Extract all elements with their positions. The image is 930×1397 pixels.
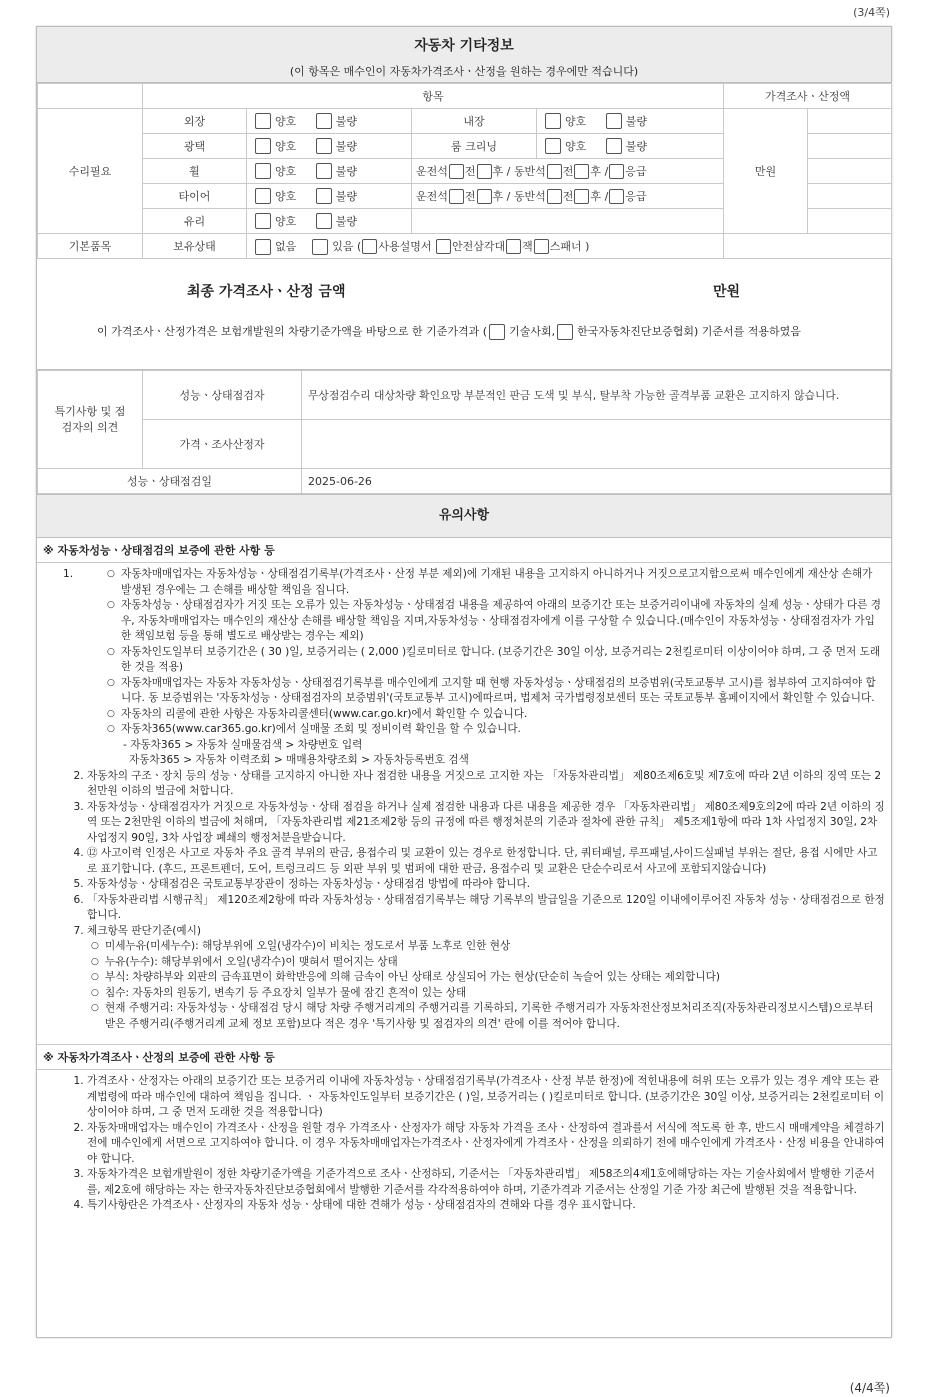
possession-label: 보유상태	[143, 234, 247, 259]
list-item: ○ 자동차매매업자는 자동차 자동차성능ㆍ상태점검기록부를 매수인에게 고지할 때 현행 자동차성능ㆍ상태점검의 보증범위(국토교통부 고시)를 첨부하여 고지하여야 합니다. 동 보증범위는 '자동차성능ㆍ상태점검자의 보증범위'(국토교통부 고시)에따르며, 법제처 국가법령정보센터 또는 국토교통부 홈페이지에서 확인할 수 있습니다.	[121, 676, 885, 707]
inspect-date-value: 2025-06-26	[302, 469, 891, 494]
form-title: 자동차 기타정보	[414, 38, 514, 54]
final-price-section	[37, 259, 891, 370]
title-header	[37, 27, 891, 83]
repair-item-label: 타이어	[143, 184, 247, 209]
checkbox-bad[interactable]	[606, 138, 622, 154]
repair-row-glass: 유리 양호 불량	[38, 209, 892, 234]
checkbox-jack[interactable]	[506, 239, 521, 254]
special-label: 특기사항 및 점검자의 의견	[38, 371, 143, 469]
header-row	[38, 84, 892, 109]
checkbox-bad[interactable]	[316, 163, 332, 179]
checkbox-tech-society[interactable]	[489, 324, 505, 340]
list-item: ○ 자동차365(www.car365.go.kr)에서 실매물 조회 및 정비이력 확인을 할 수 있습니다.	[121, 722, 885, 738]
checkbox-good[interactable]	[255, 213, 271, 229]
repair-row-polish: 광택 양호 불량 룸 크리닝 양호 불량	[38, 134, 892, 159]
repair-item-label: 광택	[143, 134, 247, 159]
price-inspector-opinion[interactable]	[302, 420, 891, 469]
path-line: 자동차365 > 자동차 이력조회 > 매매용차량조회 > 자동차등록번호 검색	[129, 754, 469, 766]
checkbox-bad[interactable]	[316, 213, 332, 229]
price-cell[interactable]	[808, 109, 892, 134]
checkbox-good[interactable]	[545, 113, 561, 129]
section1-body	[37, 563, 891, 1032]
list-item: ○ 침수: 자동차의 원동기, 변속기 등 주요장치 일부가 물에 잠긴 흔적이 있는 상태	[105, 986, 885, 1002]
list-item: 6. 「자동차관리법 시행규칙」 제120조제2항에 따라 자동차성능ㆍ상태점검기록부는 해당 기록부의 발급일을 기준으로 120일 이내에이루어진 자동차 성능ㆍ상태점검으로 한정합니다.	[87, 893, 885, 924]
checkbox-good[interactable]	[255, 113, 271, 129]
list-item: 4. ⑫ 사고이력 인정은 사고로 자동차 주요 골격 부위의 판금, 용접수리 및 교환이 있는 경우로 한정합니다. 단, 쿼터패널, 루프패널,사이드실패널 부위는 절단, 용접 시에만 사고로 표기합니다. (후드, 프론트펜더, 도어, 트렁크리드 등 외판 부위 및 범퍼에 대한 판금, 용접수리 및 교환은 단순수리로서 사고에 포함되지않습니다)	[87, 846, 885, 877]
list-item: ○ 부식: 차량하부와 외판의 금속표면이 화학반응에 의해 금속이 아닌 상태로 상실되어 가는 현상(단순히 녹슬어 있는 상태는 제외합니다)	[105, 970, 885, 986]
repair-row-wheel: 휠 양호 불량 운전석 전 후 / 동반석 전 후 / 응급	[38, 159, 892, 184]
price-inspector-label: 가격ㆍ조사산정자	[143, 420, 302, 469]
perf-inspector-opinion: 무상점검수리 대상차량 확인요망 부분적인 판금 도색 및 부식, 탈부착 가능한 골격부품 교환은 고지하지 않습니다.	[302, 371, 891, 420]
checkbox-spanner[interactable]	[534, 239, 549, 254]
list-item: ○ 자동차성능ㆍ상태점검자가 거짓 또는 오류가 있는 자동차성능ㆍ상태점검 내용을 제공하여 아래의 보증기간 또는 보증거리이내에 자동차의 실제 성능ㆍ상태가 다른 경우, 자동차매매업자는 매수인의 재산상 손해를 배상할 책임을 지며,자동차성능ㆍ상태점검자에게 이를 구상할 수 있습니다.(매수인이 자동차성능ㆍ상태점검자가 가입한 책임보험 등을 통해 별도로 배상받는 경우는 제외)	[121, 598, 885, 645]
list-item: 7. 체크항목 판단기준(예시) ○ 미세누유(미세누수): 해당부위에 오일(냉각수)이 비치는 정도로서 부품 노후로 인한 현상 ○ 누유(누수): 해당부위에서 오일(냉각수)이 맺혀서 떨어지는 상태 ○ 부식: 차량하부와 외판의 금속표면이 화학반응에 의해 금속이 아닌 상태로 상실되어 가는 현상(단순히 녹슬어 있는 상태는 제외합니다) ○ 침수: 자동차의 원동기, 변속기 등 주요장치 일부가 물에 잠긴 흔적이 있는 상태 ○ 현재 주행거리: 자동차성능ㆍ상태점검 당시 해당 차량 주행거리계의 주행거리를 기록하되, 기록한 주행거리가 자동차전산정보처리조직(자동차관리정보시스템)으로부터 받은 주행거리(주행거리계 교체 정보 포함)보다 적은 경우 '특기사항 및 점검자의 의견' 란에 이를 적어야 합니다.	[87, 924, 885, 1033]
price-cell[interactable]	[808, 184, 892, 209]
criteria-list	[87, 939, 885, 1032]
repair-label: 수리필요	[38, 109, 143, 234]
form-sheet	[36, 26, 892, 1338]
list-item: ○ 미세누유(미세누수): 해당부위에 오일(냉각수)이 비치는 정도로서 부품 노후로 인한 현상	[105, 939, 885, 955]
section1-title: ※ 자동차성능ㆍ상태점검의 보증에 관한 사항 등	[37, 538, 891, 563]
checkbox-good[interactable]	[255, 188, 271, 204]
section1-list	[63, 769, 885, 1033]
list-item: 3. 자동차가격은 보험개발원이 정한 차량기준가액을 기준가격으로 조사ㆍ산정하되, 기준서는 「자동차관리법」 제58조의4제1호에해당하는 자는 기술사회에서 발행한 기준서를, 제2호에 해당하는 자는 한국자동차진단보증협회에서 발행한 기준서를 각각적용하여야 하며, 기준가격과 기준서는 산정일 기준 가장 최근에 발행된 것을 적용합니다.	[87, 1167, 885, 1198]
checkbox-triangle[interactable]	[436, 239, 451, 254]
checkbox-driver-front[interactable]	[449, 189, 464, 204]
checkbox-passenger-rear[interactable]	[574, 164, 589, 179]
section2-body	[37, 1070, 891, 1214]
repair-item-label: 내장	[412, 109, 537, 134]
notice-header: 유의사항	[37, 494, 891, 538]
checkbox-passenger-front[interactable]	[547, 189, 562, 204]
checkbox-bad[interactable]	[316, 113, 332, 129]
item-header: 항목	[143, 84, 724, 109]
other-info-table	[37, 83, 892, 259]
checkbox-good[interactable]	[255, 163, 271, 179]
list-item: ○ 현재 주행거리: 자동차성능ㆍ상태점검 당시 해당 차량 주행거리계의 주행거리를 기록하되, 기록한 주행거리가 자동차전산정보처리조직(자동차관리정보시스템)으로부터 받은 주행거리(주행거리계 교체 정보 포함)보다 적은 경우 '특기사항 및 점검자의 의견' 란에 이를 적어야 합니다.	[105, 1001, 885, 1032]
path-line: - 자동차365 > 자동차 실매물검색 > 차량번호 입력	[123, 738, 363, 751]
checkbox-good[interactable]	[545, 138, 561, 154]
repair-item-label: 룸 크리닝	[412, 134, 537, 159]
price-basis-text: 이 가격조사ㆍ산정가격은 보험개발원의 차량기준가액을 바탕으로 한 기준가격과 ( 기술사회, 한국자동차진단보증협회) 기준서를 적용하였음	[97, 325, 801, 338]
seat-belt-row: 운전석 전 후 / 동반석 전 후 / 응급	[412, 184, 724, 209]
checkbox-passenger-front[interactable]	[547, 164, 562, 179]
inspect-date-label: 성능ㆍ상태점검일	[38, 469, 302, 494]
price-header: 가격조사ㆍ산정액	[724, 84, 892, 109]
final-price-unit: 만원	[713, 284, 741, 300]
list-item: ○ 자동차인도일부터 보증기간은 ( 30 )일, 보증거리는 ( 2,000 )킬로미터로 합니다. (보증기간은 30일 이상, 보증거리는 2천킬로미터 이상이어야 하며, 그 중 먼저 도래한 것을 적용)	[121, 645, 885, 676]
checkbox-bad[interactable]	[316, 188, 332, 204]
checkbox-driver-rear[interactable]	[477, 189, 492, 204]
checkbox-manual[interactable]	[362, 239, 377, 254]
list-item: 2. 자동차매매업자는 매수인이 가격조사ㆍ산정을 원할 경우 가격조사ㆍ산정자가 해당 자동차 가격을 조사ㆍ산정하여 결과를서 서식에 적도록 한 후, 반드시 매매계약을 체결하기 전에 매수인에게 서면으로 고지하여야 합니다. 이 경우 자동차매매업자는가격조사ㆍ산정자에게 가격조사ㆍ산정을 의뢰하기 전에 매수인에게 가격조사ㆍ산정 비용을 안내하여야 합니다.	[87, 1121, 885, 1168]
perf-inspector-label: 성능ㆍ상태점검자	[143, 371, 302, 420]
checkbox-good[interactable]	[255, 138, 271, 154]
price-unit: 만원	[724, 109, 808, 234]
section2-title: ※ 자동차가격조사ㆍ산정의 보증에 관한 사항 등	[37, 1044, 891, 1070]
list-item: 5. 자동차성능ㆍ상태점검은 국토교통부장관이 정하는 자동차성능ㆍ상태점검 방법에 따라야 합니다.	[87, 877, 885, 893]
checkbox-driver-front[interactable]	[449, 164, 464, 179]
basic-items-row: 기본품목 보유상태 없음 있음 ( 사용설명서 안전삼각대 잭 스패너 )	[38, 234, 892, 259]
page-number-bottom: (4/4쪽)	[849, 1381, 890, 1395]
checkbox-diagnosis-assoc[interactable]	[557, 324, 573, 340]
checkbox-driver-rear[interactable]	[477, 164, 492, 179]
repair-item-label: 유리	[143, 209, 247, 234]
checkbox-emergency[interactable]	[609, 164, 624, 179]
checkbox-passenger-rear[interactable]	[574, 189, 589, 204]
final-price-label: 최종 가격조사ㆍ산정 금액	[187, 284, 346, 300]
price-cell[interactable]	[808, 209, 892, 234]
checkbox-emergency[interactable]	[609, 189, 624, 204]
list-item: 4. 특기사항란은 가격조사ㆍ산정자의 자동차 성능ㆍ상태에 대한 견해가 성능ㆍ상태점검자의 견해와 다를 경우 표시합니다.	[87, 1198, 885, 1214]
checkbox-present[interactable]	[312, 239, 328, 255]
page-number-top: (3/4쪽)	[853, 6, 890, 19]
checkbox-bad[interactable]	[606, 113, 622, 129]
price-cell[interactable]	[808, 134, 892, 159]
section2-list	[63, 1074, 885, 1214]
checkbox-none[interactable]	[255, 239, 271, 255]
repair-item-label: 휠	[143, 159, 247, 184]
list-item: 3. 자동차성능ㆍ상태점검자가 거짓으로 자동차성능ㆍ상태 점검을 하거나 실제 점검한 내용과 다른 내용을 제공한 경우 「자동차관리법」 제80조제9호의2에 따라 2년 이하의 징역 또는 2천만원 이하의 벌금에 처해며, 「자동차관리법 제21조제2항 등의 규정에 따른 행정처분의 기준과 절차에 관한 규칙」 제5조제1항에 따라 1차 사업정지 30일, 2차 사업정지 90일, 3차 사업장 폐쇄의 행정처분을받습니다.	[87, 800, 885, 847]
repair-row-tire: 타이어 양호 불량 운전석 전 후 / 동반석 전 후 / 응급	[38, 184, 892, 209]
repair-row-exterior: 수리필요 외장 양호 불량 내장 양호 불량 만원	[38, 109, 892, 134]
list-item: 2. 자동차의 구조ㆍ장치 등의 성능ㆍ상태를 고지하지 아니한 자나 점검한 내용을 거짓으로 고지한 자는 「자동차관리법」 제80조제6호및 제7호에 따라 2년 이하의 징역 또는 2천만원 이하의 벌금에 처합니다.	[87, 769, 885, 800]
form-subtitle: (이 항목은 매수인이 자동차가격조사ㆍ산정을 원하는 경우에만 적습니다)	[289, 65, 639, 78]
section1-sublist	[105, 567, 885, 738]
checkbox-bad[interactable]	[316, 138, 332, 154]
item-number: 1.	[63, 568, 74, 580]
list-item: ○ 자동차매매업자는 자동차성능ㆍ상태점검기록부(가격조사ㆍ산정 부분 제외)에 기재된 내용을 고지하지 아니하거나 거짓으로고지함으로써 매수인에게 재산상 손해가 발생된 경우에는 그 손해를 배상할 책임을 집니다.	[121, 567, 885, 598]
list-item: 1. 가격조사ㆍ산정자는 아래의 보증기간 또는 보증거리 이내에 자동차성능ㆍ상태점검기록부(가격조사ㆍ산정 부분 한정)에 적힌내용에 허위 또는 오류가 있는 경우 계약 또는 관계법령에 따라 매수인에 대하여 책임을 집니다. ㆍ 자동차인도일부터 보증기간은 ( )일, 보증거리는 ( )킬로미터로 합니다. (보증기간은 30일 이상, 보증거리는 2천킬로미터 이상이어야 하며, 그 중 먼저 도래한 것을 적용합니다)	[87, 1074, 885, 1121]
list-item: ○ 누유(누수): 해당부위에서 오일(냉각수)이 맺혀서 떨어지는 상태	[105, 955, 885, 971]
list-item: ○ 자동차의 리콜에 관한 사항은 자동차리콜센터(www.car.go.kr)에서 확인할 수 있습니다.	[121, 707, 885, 723]
repair-item-label: 외장	[143, 109, 247, 134]
special-notes-table	[37, 370, 891, 494]
price-cell[interactable]	[808, 159, 892, 184]
seat-belt-row: 운전석 전 후 / 동반석 전 후 / 응급	[412, 159, 724, 184]
basic-label: 기본품목	[38, 234, 143, 259]
